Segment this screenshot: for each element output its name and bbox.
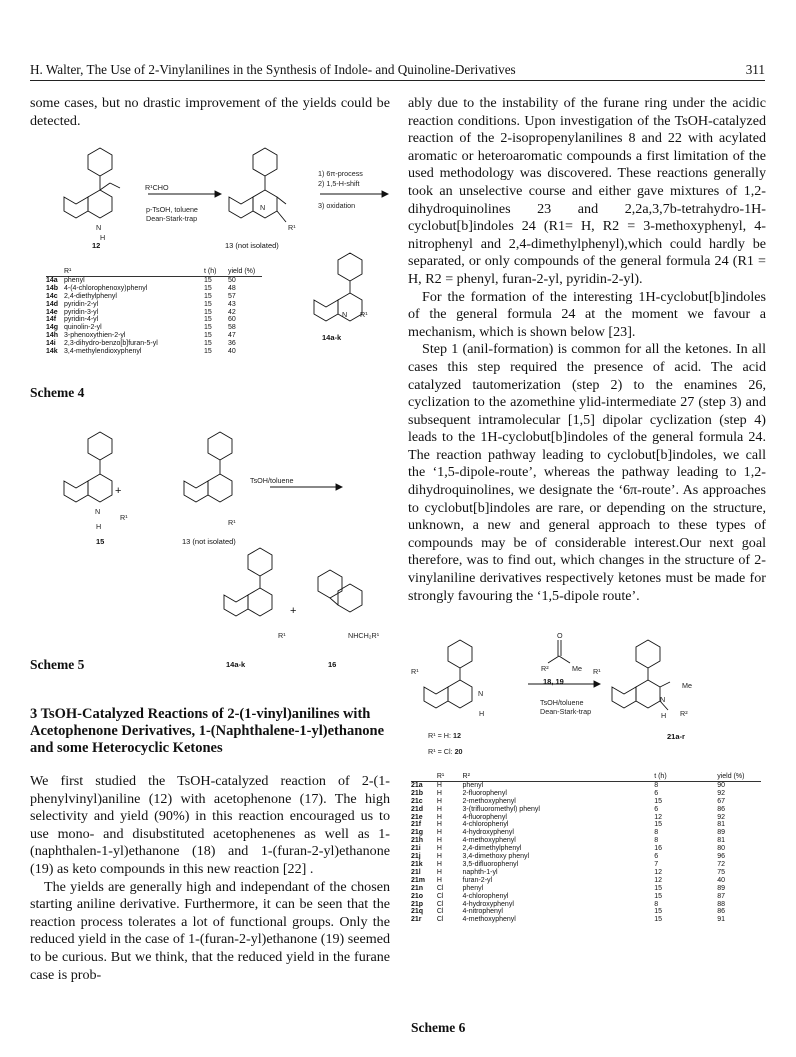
scheme4-step2: 2) 1,5-H-shift — [318, 179, 360, 188]
table-cell: 15 — [654, 797, 662, 805]
table-cell: 14g — [46, 324, 59, 332]
table-cell: 89 — [717, 884, 726, 892]
table-cell: 3-phenoxythien-2-yl — [64, 332, 126, 340]
table-cell: 12 — [654, 813, 662, 821]
table-cell: 15 — [204, 284, 212, 292]
table-cell: 72 — [717, 860, 726, 868]
table-row — [46, 348, 262, 356]
scheme5-cmp16: 16 — [328, 660, 337, 669]
table-cell: 75 — [717, 868, 726, 876]
table-cell: 21g — [411, 829, 424, 837]
table-row — [411, 790, 761, 798]
table-cell: 21f — [411, 821, 422, 829]
table-header-cell: t (h) — [204, 268, 228, 276]
scheme4-14-r1: R¹ — [360, 310, 368, 319]
table-cell: 3,5-difluorophenyl — [462, 860, 519, 868]
table-cell: 3,4-methylendioxyphenyl — [64, 348, 142, 356]
table-cell: 4-chlorophenyl — [462, 821, 509, 829]
table-cell: 14e — [46, 308, 58, 316]
table-cell: 58 — [228, 324, 236, 332]
table-cell: 4-hydroxyphenyl — [462, 829, 514, 837]
table-row — [411, 861, 761, 869]
table-cell: 21h — [411, 837, 424, 845]
table-cell: pyridin-2-yl — [64, 300, 99, 308]
table-cell: 60 — [228, 316, 236, 324]
table-cell: H — [436, 789, 442, 797]
structure-16 — [318, 570, 362, 612]
table-cell: 16 — [654, 845, 662, 853]
table-cell: 21b — [411, 789, 424, 797]
left-col-body — [30, 773, 390, 984]
table-cell: 3,4-dimethoxy phenyl — [462, 853, 530, 861]
table-cell: 15 — [204, 332, 212, 340]
right-col — [408, 95, 766, 605]
table-cell: 50 — [228, 276, 236, 284]
table-cell: H — [436, 813, 442, 821]
table-cell: 14c — [46, 292, 58, 300]
table-cell: 21a — [411, 781, 423, 789]
scheme4-n: N — [96, 223, 102, 232]
table-header-cell: R¹ — [437, 773, 463, 781]
scheme6-me: Me — [572, 664, 582, 673]
table-header-cell: yield (%) — [228, 268, 262, 276]
scheme6-r1-right: R¹ — [593, 667, 601, 676]
table-cell: 15 — [204, 308, 212, 316]
scheme6-cond1: TsOH/toluene — [540, 698, 584, 707]
page-number: 311 — [745, 62, 765, 77]
left-paragraph-2: We first studied the TsOH-catalyzed reaction of 2-(1-phenylvinyl)aniline (12) with acetophenone (17). The high selectivity and yield (90%) in this reaction encouraged us to use mono- and disubstituted acetophenenes as well as 1-(naphthalen-1-yl)ethanone (18) and 1-(furan-2-yl)ethanone (19) as keto compounds in this new reaction [22] . — [30, 773, 390, 877]
table-cell: 2,3-dihydro-benzo[b]furan-5-yl — [64, 340, 158, 348]
table-cell: 88 — [717, 900, 726, 908]
table-row — [46, 340, 262, 348]
table-cell: 15 — [654, 821, 662, 829]
left-paragraph-3: The yields are generally high and independant of the chosen starting aniline derivative. Furthermore, it can be seen that the reaction process tolerates a lot of functional groups. Only the reduced yield in the case of 1-(furan-2-yl)ethanone (19) seemed to be curious. But we think, that the reduced yield in the furane case is prob- — [30, 878, 391, 983]
table-row — [411, 869, 761, 877]
table-cell: 15 — [654, 884, 662, 892]
header-rule — [30, 80, 765, 81]
table-cell: 86 — [717, 908, 726, 916]
table-cell: 21n — [411, 884, 424, 892]
scheme5-cmp15: 15 — [96, 537, 105, 546]
table-cell: H — [436, 781, 442, 789]
left-col-top — [30, 95, 390, 130]
table-row — [46, 316, 262, 324]
table-header-cell: R¹ — [64, 268, 204, 276]
running-head-title: H. Walter, The Use of 2-Vinylanilines in the Synthesis of Indole- and Quinoline-Derivatives — [30, 62, 516, 77]
table-cell: 15 — [204, 292, 212, 300]
scheme6-r2-right: R² — [680, 709, 688, 718]
table-row — [411, 877, 761, 885]
table-row — [46, 332, 262, 340]
table-cell: 6 — [654, 853, 659, 861]
scheme5-plus-1: + — [115, 485, 122, 497]
scheme5-label: Scheme 5 — [30, 657, 85, 672]
table-cell: H — [436, 829, 442, 837]
table-header-cell — [411, 773, 437, 781]
table-cell: Cl — [436, 892, 444, 900]
table-row — [411, 837, 761, 845]
table-cell: 21l — [411, 868, 421, 876]
table-cell: 15 — [204, 348, 212, 356]
table-cell: 89 — [717, 829, 726, 837]
table-cell: quinolin-2-yl — [64, 324, 102, 332]
table-cell: 8 — [654, 900, 659, 908]
table-cell: 14a — [46, 276, 58, 284]
table-cell: 21c — [411, 797, 423, 805]
table-cell: 6 — [654, 805, 659, 813]
scheme4-reagent: R¹CHO — [145, 183, 169, 192]
scheme4-cond1: p-TsOH, toluene — [146, 205, 198, 214]
table-row — [411, 781, 761, 789]
structure-12-20 — [424, 640, 472, 708]
scheme6-r1h: R¹ = H: — [428, 731, 451, 740]
table-row — [46, 276, 262, 284]
structure-12 — [64, 148, 120, 218]
table-cell: phenyl — [64, 276, 85, 284]
table-row — [46, 293, 262, 301]
structure-15 — [64, 432, 112, 502]
scheme4-cmp14: 14a-k — [322, 333, 342, 342]
table-cell: 90 — [717, 781, 726, 789]
scheme6-table — [411, 773, 761, 924]
structure-13 — [229, 148, 286, 222]
table-row — [411, 908, 761, 916]
table-cell: 21j — [411, 853, 421, 861]
table-cell: H — [436, 797, 442, 805]
table-header-cell: yield (%) — [717, 773, 761, 781]
table-cell: 21k — [411, 860, 423, 868]
scheme5-structures — [30, 420, 390, 650]
scheme4-structures — [30, 138, 390, 258]
table-cell: Cl — [436, 916, 444, 924]
table-cell: 15 — [204, 276, 212, 284]
table-cell: 8 — [654, 837, 659, 845]
table-cell: 36 — [228, 340, 236, 348]
table-cell: 2,4-dimethylphenyl — [462, 845, 522, 853]
table-cell: 21r — [411, 916, 422, 924]
table-cell: Cl — [436, 884, 444, 892]
scheme4-step1: 1) 6π-process — [318, 169, 363, 178]
table-header-cell: t (h) — [654, 773, 717, 781]
scheme4-label: Scheme 4 — [30, 385, 85, 400]
scheme5-plus-2: + — [290, 605, 297, 617]
scheme6-r1cl-num: 20 — [454, 747, 463, 756]
table-cell: 4-methoxyphenyl — [462, 837, 516, 845]
table-cell: 4-nitrophenyl — [462, 908, 503, 916]
table-cell: 21q — [411, 908, 424, 916]
scheme6-cond2: Dean-Stark-trap — [540, 707, 592, 716]
structure-13b — [184, 432, 232, 502]
scheme5-h: H — [96, 522, 102, 531]
table-cell: 8 — [654, 781, 659, 789]
scheme6-me-right: Me — [682, 681, 692, 690]
table-cell: 96 — [717, 853, 726, 861]
table-row — [411, 814, 761, 822]
table-cell: 42 — [228, 308, 236, 316]
table-cell: 4-fluorophenyl — [462, 813, 507, 821]
table-cell: H — [436, 805, 442, 813]
table-cell: H — [436, 876, 442, 884]
table-row — [411, 893, 761, 901]
table-cell: phenyl — [462, 781, 484, 789]
scheme6-product: 21a-r — [667, 732, 685, 741]
table-cell: 7 — [654, 860, 659, 868]
table-row — [411, 845, 761, 853]
scheme5-r1-a: R¹ — [120, 513, 128, 522]
table-row — [411, 821, 761, 829]
table-cell: 15 — [654, 916, 662, 924]
table-cell: 4-methoxyphenyl — [462, 916, 516, 924]
table-row — [411, 853, 761, 861]
scheme5-r1-c: R¹ — [278, 631, 286, 640]
table-cell: H — [436, 868, 442, 876]
scheme5-r1-b: R¹ — [228, 518, 236, 527]
table-cell: 86 — [717, 805, 726, 813]
table-cell: pyridin-4-yl — [64, 316, 99, 324]
table-cell: 15 — [204, 316, 212, 324]
table-cell: 6 — [654, 789, 659, 797]
table-cell: 21m — [411, 876, 426, 884]
table-cell: 4-(4-chlorophenoxy)phenyl — [64, 284, 148, 292]
right-paragraph-1: ably due to the instability of the furane ring under the acidic reaction conditions. Upon investigation of the TsOH-catalyzed reaction of the 2-isopropenylanilines 8 and 22 with acylated aromatic or heteroaromatic compounds a first limitation of the used methodology was discovered. These reactions generally took an unselective course and either gave mixtures of 1,2-dihydroquinolines 23 and 2,2a,3,7b-tetrahydro-1H-cyclobut[b]indoles 24 (R1= H, R2 = 3-methoxyphenyl, 4-nitrophenyl and 2,4-dimethylphenyl),which could hardly be separated, or only compounds of the general formula 24 (R1 = H, R2 = phenyl, furan-2-yl, pyridin-2-yl). — [408, 95, 766, 287]
table-cell: 15 — [204, 324, 212, 332]
table-row — [411, 901, 761, 909]
table-cell: 21e — [411, 813, 423, 821]
scheme6-o: O — [557, 631, 563, 640]
scheme5-cmp14: 14a-k — [226, 660, 246, 669]
table-cell: 40 — [717, 876, 726, 884]
table-row — [411, 798, 761, 806]
right-paragraph-3: Step 1 (anil-formation) is common for all the ketones. In all cases this step required the presence of acid. The acid catalyzed tautomerization (step 2) to the enamines 26, cyclization to the azomethine ylid-intermediate 27 (step 3) and subsequent intramolecular [1,5] dipolar cyclization (step 4) leads to the 1H-cyclobut[b]indoles of the general formula 24. The reaction pathway leading to cyclobut[b]indoles, we call the ‘1,5-dipole-route’, whereas the pathway leading to 1,2-dihydroquinolines, we designate the ‘6π-route’. As approaches to cyclobut[b]indoles are rare, or depending on the structure, unknown, a new and general approach to these types of compounds may be of considerable interest.Our next goal therefore, was to find out, which changes in the structure of 2-vinylaniline derivatives respectively ketones must be made for strongly favouring the ‘1,5-dipole route’. — [408, 341, 766, 604]
right-paragraph-2: For the formation of the interesting 1H-cyclobut[b]indoles of the general formula 24 at the moment we favour a mechanism, which is shown below [23]. — [408, 288, 766, 340]
scheme6-r1h-num: 12 — [452, 731, 461, 740]
table-cell: 67 — [717, 797, 726, 805]
scheme4-h: H — [100, 233, 106, 242]
table-cell: 81 — [717, 837, 726, 845]
table-cell: 81 — [717, 821, 726, 829]
table-row — [411, 916, 761, 924]
table-header-cell: R² — [463, 773, 655, 781]
scheme6-h-right: H — [661, 711, 667, 720]
structure-14b — [224, 548, 272, 616]
table-cell: H — [436, 821, 442, 829]
table-cell: 57 — [228, 292, 236, 300]
running-head — [30, 62, 765, 78]
table-cell: Cl — [436, 900, 444, 908]
table-cell: 48 — [228, 284, 236, 292]
table-row — [411, 885, 761, 893]
scheme6-h-left: H — [479, 709, 485, 718]
table-cell: H — [436, 860, 442, 868]
table-cell: 15 — [204, 340, 212, 348]
table-cell: 14b — [46, 284, 59, 292]
table-cell: phenyl — [462, 884, 484, 892]
table-cell: 92 — [717, 789, 726, 797]
scheme5-cmp13: 13 (not isolated) — [182, 537, 236, 546]
table-header-row — [46, 268, 262, 276]
table-header-cell — [46, 268, 64, 276]
scheme6-n-right: N — [660, 695, 666, 704]
table-cell: 47 — [228, 332, 236, 340]
table-row — [46, 285, 262, 293]
table-header-row — [411, 773, 761, 781]
table-row — [46, 309, 262, 317]
table-cell: 14k — [46, 348, 58, 356]
scheme5-nhch2r: NHCH₂R¹ — [348, 631, 380, 640]
table-cell: Cl — [436, 908, 444, 916]
table-cell: 21d — [411, 805, 424, 813]
table-cell: 2-methoxyphenyl — [462, 797, 516, 805]
structure-ketone — [548, 640, 570, 663]
table-cell: 12 — [654, 868, 662, 876]
scheme6-reagent-cmp: 18, 19 — [543, 677, 564, 686]
table-row — [411, 829, 761, 837]
table-cell: furan-2-yl — [462, 876, 493, 884]
table-cell: 21o — [411, 892, 424, 900]
table-cell: 8 — [654, 829, 659, 837]
table-cell: 21i — [411, 845, 421, 853]
table-cell: 15 — [654, 892, 662, 900]
table-cell: naphth-1-yl — [462, 868, 498, 876]
table-cell: 92 — [717, 813, 726, 821]
table-cell: 4-chlorophenyl — [462, 892, 509, 900]
table-row — [46, 301, 262, 309]
table-cell: 12 — [654, 876, 662, 884]
scheme4-table — [46, 268, 262, 356]
scheme4-cond2: Dean-Stark-trap — [146, 214, 198, 223]
table-cell: 14d — [46, 300, 59, 308]
scheme5-n: N — [95, 507, 101, 516]
table-cell: 43 — [228, 300, 236, 308]
table-cell: 2,4-diethylphenyl — [64, 292, 117, 300]
table-cell: 40 — [228, 348, 236, 356]
table-cell: 87 — [717, 892, 726, 900]
scheme4-step3: 3) oxidation — [318, 201, 356, 210]
scheme4-cmp13: 13 (not isolated) — [225, 241, 279, 250]
scheme4-cmp12: 12 — [92, 241, 101, 250]
scheme4-14-n: N — [342, 310, 348, 319]
scheme5-cond: TsOH/toluene — [250, 476, 294, 485]
table-cell: 14f — [46, 316, 57, 324]
table-cell: pyridin-3-yl — [64, 308, 99, 316]
table-cell: 80 — [717, 845, 726, 853]
table-cell: 15 — [204, 300, 212, 308]
table-cell: 4-hydroxyphenyl — [462, 900, 514, 908]
structure-14 — [300, 245, 390, 340]
scheme6-r2: R² — [541, 664, 549, 673]
table-cell: 91 — [717, 916, 726, 924]
table-cell: 15 — [654, 908, 662, 916]
scheme4-r1: R¹ — [288, 223, 296, 232]
table-row — [46, 324, 262, 332]
section-heading: 3 TsOH-Catalyzed Reactions of 2-(1-vinyl)anilines with Acetophenone Derivatives, 1-(Naphthalene-1-yl)ethanone and some Heterocyclic Ketones — [30, 706, 385, 756]
scheme6-label: Scheme 6 — [411, 1020, 466, 1035]
scheme6-n-left: N — [478, 689, 484, 698]
table-cell: 14h — [46, 332, 59, 340]
table-cell: H — [436, 853, 442, 861]
scheme4-n2: N — [260, 203, 266, 212]
table-cell: 2-fluorophenyl — [462, 789, 507, 797]
table-cell: H — [436, 845, 442, 853]
table-row — [411, 806, 761, 814]
scheme6-r1-left: R¹ — [411, 667, 419, 676]
scheme6-r1cl: R¹ = Cl: — [428, 747, 453, 756]
table-cell: 14i — [46, 340, 56, 348]
table-cell: 21p — [411, 900, 424, 908]
table-cell: H — [436, 837, 442, 845]
left-paragraph-1: some cases, but no drastic improvement of the yields could be detected. — [30, 95, 390, 129]
table-cell: 3-(trifluoromethyl) phenyl — [462, 805, 540, 813]
